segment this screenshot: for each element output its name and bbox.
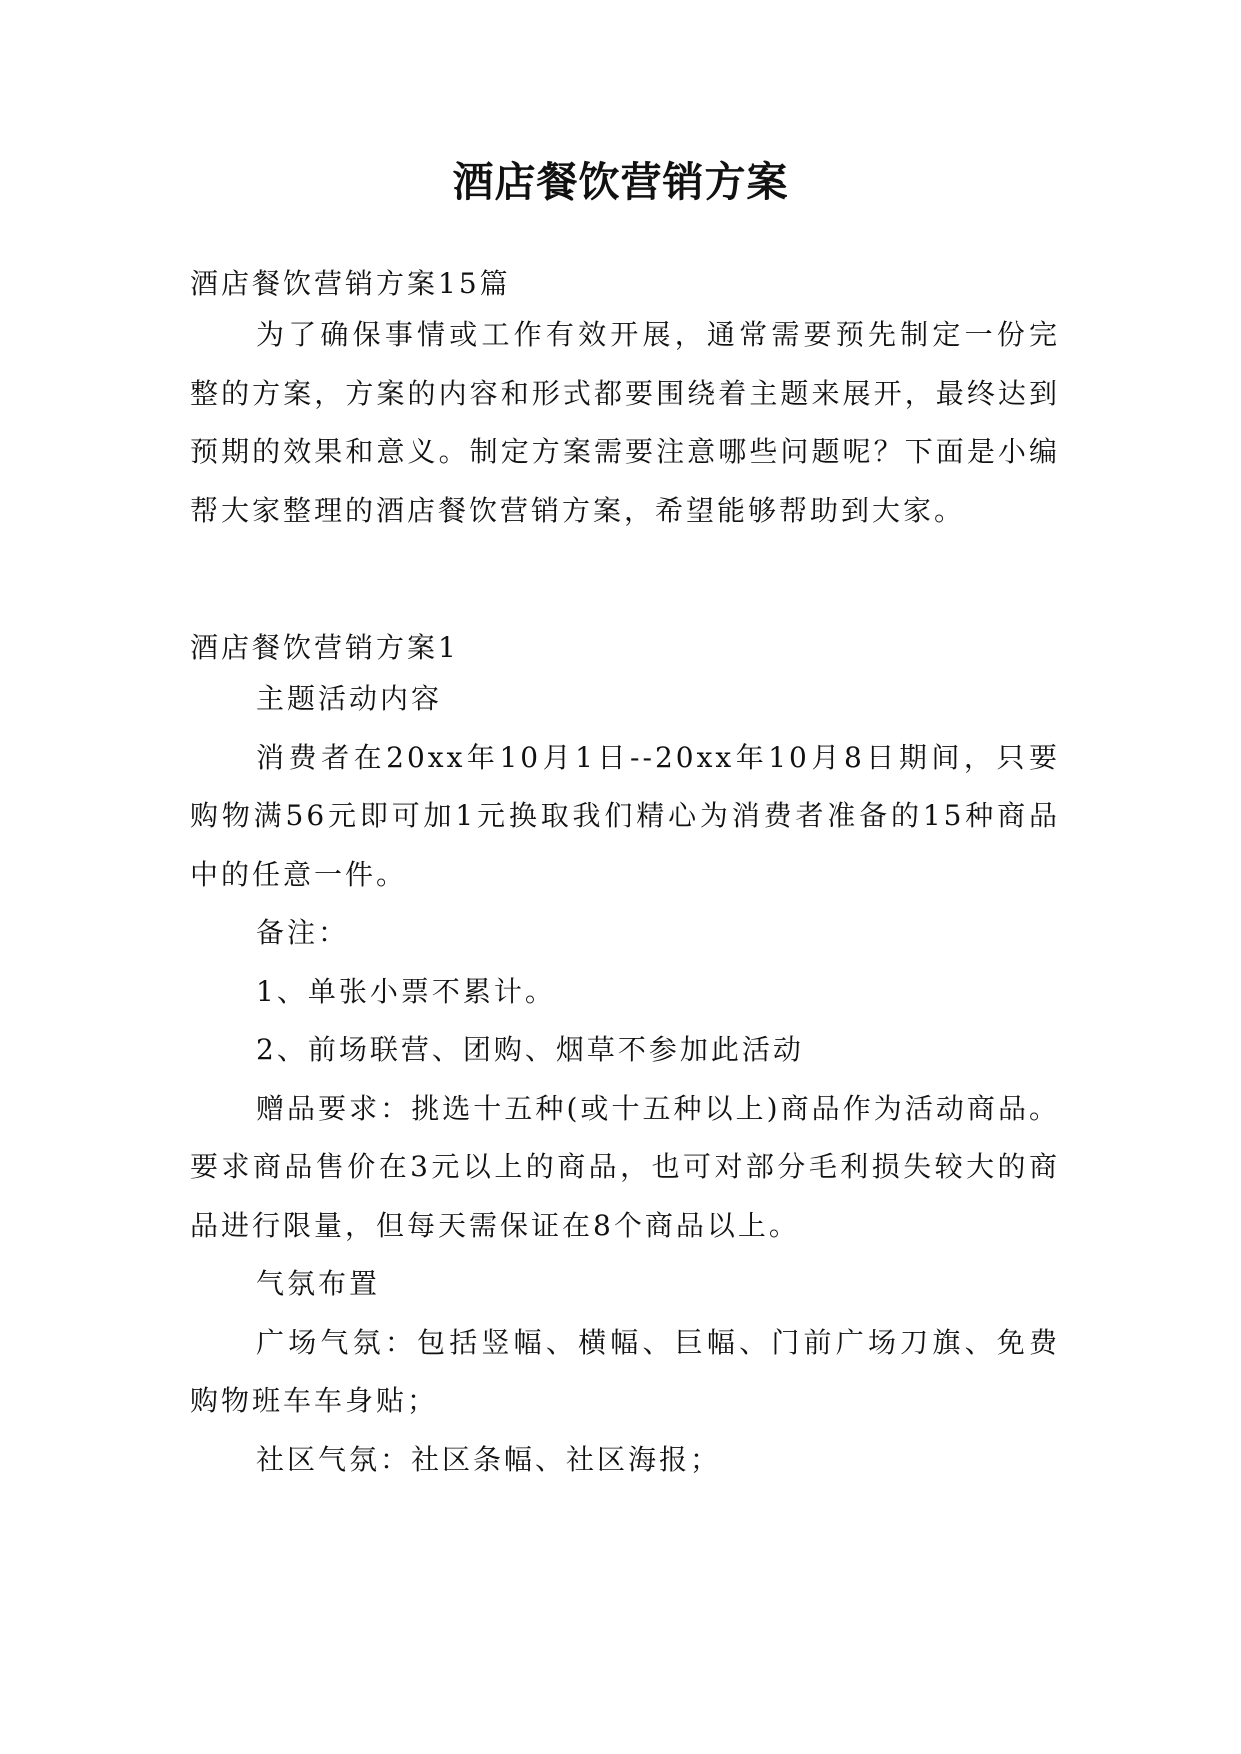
paragraph-gift-requirements: 赠品要求：挑选十五种(或十五种以上)商品作为活动商品。要求商品售价在3元以上的商品，也可对部分毛利损失较大的商品进行限量，但每天需保证在8个商品以上。 <box>190 1091 1060 1242</box>
paragraph-activity-title: 主题活动内容 <box>256 682 443 715</box>
paragraph-atmosphere-title: 气氛布置 <box>256 1267 381 1300</box>
paragraph-note-label: 备注： <box>256 916 350 949</box>
paragraph-plaza-atmosphere: 广场气氛：包括竖幅、横幅、巨幅、门前广场刀旗、免费购物班车车身贴； <box>190 1325 1060 1417</box>
intro-paragraph <box>190 306 1060 540</box>
paragraph-activity-content: 消费者在20xx年10月1日--20xx年10月8日期间，只要购物满56元即可加1元换取我们精心为消费者准备的15种商品中的任意一件。 <box>190 740 1060 891</box>
section-heading: 酒店餐饮营销方案1 <box>190 631 459 664</box>
paragraph-note-1: 1、单张小票不累计。 <box>256 974 556 1008</box>
section-body <box>190 670 1060 1489</box>
paragraph-note-2: 2、前场联营、团购、烟草不参加此活动 <box>256 1033 804 1066</box>
document-title: 酒店餐饮营销方案 <box>452 158 789 206</box>
intro-text: 为了确保事情或工作有效开展，通常需要预先制定一份完整的方案，方案的内容和形式都要围绕着主题来展开，最终达到预期的效果和意义。制定方案需要注意哪些问题呢？下面是小编帮大家整理的酒店餐饮营销方案，希望能够帮助到大家。 <box>190 318 1060 527</box>
paragraph-community-atmosphere: 社区气氛：社区条幅、社区海报； <box>256 1442 722 1476</box>
document-subtitle: 酒店餐饮营销方案15篇 <box>190 267 511 300</box>
